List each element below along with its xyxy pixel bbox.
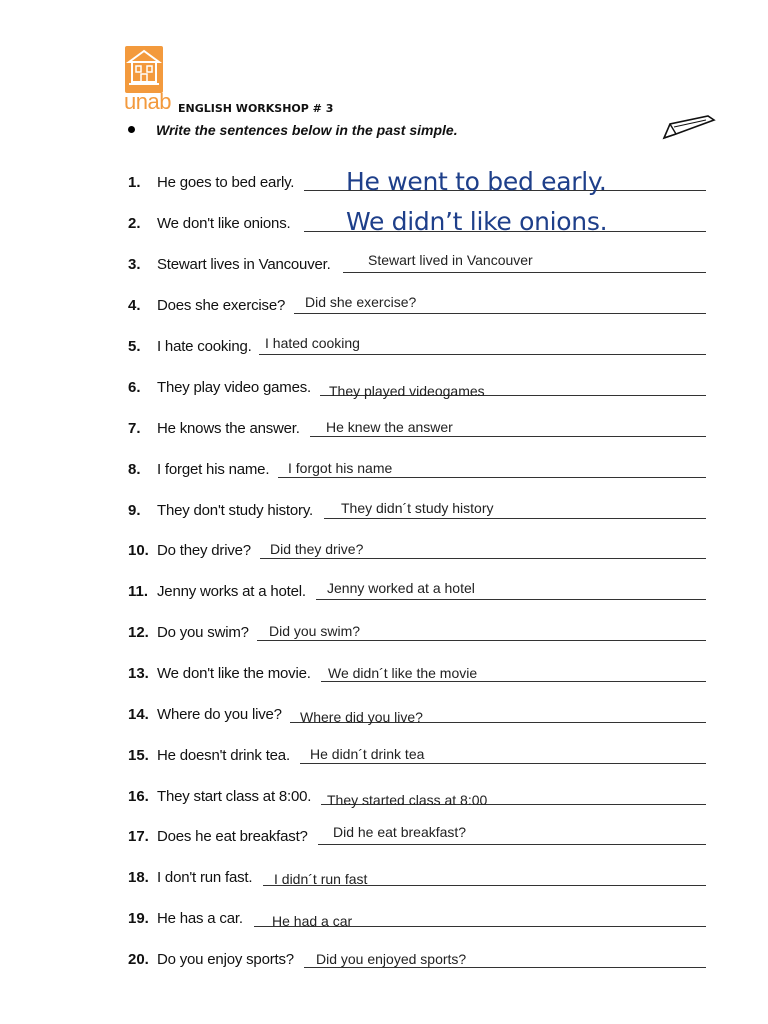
answer-line — [300, 763, 706, 764]
exercise-prompt: Does she exercise? — [157, 297, 286, 314]
answer-line — [257, 640, 706, 641]
exercise-row-2 — [128, 206, 708, 236]
exercise-prompt: He knows the answer. — [157, 420, 300, 437]
answer-field[interactable]: Did you enjoyed sports? — [316, 951, 467, 967]
answer-field[interactable]: Did he eat breakfast? — [333, 824, 467, 840]
exercise-number: 7. — [128, 420, 141, 437]
exercise-number: 20. — [128, 951, 149, 968]
answer-line — [278, 477, 706, 478]
university-logo-icon — [125, 46, 163, 93]
exercise-number: 14. — [128, 706, 149, 723]
answer-field[interactable]: We didn´t like the movie — [328, 665, 478, 681]
answer-field[interactable]: Did they drive? — [270, 541, 364, 557]
answer-field[interactable]: He went to bed early. — [346, 167, 607, 196]
exercise-number: 5. — [128, 338, 141, 355]
exercise-row-18 — [128, 860, 708, 890]
exercise-prompt: He has a car. — [157, 910, 243, 927]
exercise-row-15 — [128, 738, 708, 768]
exercise-prompt: Stewart lives in Vancouver. — [157, 256, 331, 273]
answer-field[interactable]: Where did you live? — [300, 709, 423, 725]
answer-field[interactable]: We didn’t like onions. — [346, 207, 608, 236]
exercise-prompt: I hate cooking. — [157, 338, 252, 355]
answer-line — [318, 844, 706, 845]
answer-line — [259, 354, 706, 355]
exercise-number: 16. — [128, 788, 149, 805]
answer-field[interactable]: He didn´t drink tea — [310, 746, 425, 762]
exercise-row-8 — [128, 452, 708, 482]
exercise-row-1 — [128, 165, 708, 195]
exercise-row-20 — [128, 942, 708, 972]
answer-field[interactable]: They didn´t study history — [341, 500, 494, 516]
exercise-number: 4. — [128, 297, 141, 314]
exercise-prompt: We don't like the movie. — [157, 665, 311, 682]
exercise-row-17 — [128, 819, 708, 849]
answer-line — [294, 313, 706, 314]
exercise-number: 9. — [128, 502, 141, 519]
exercise-prompt: He goes to bed early. — [157, 174, 295, 191]
exercise-number: 10. — [128, 542, 149, 559]
exercise-row-13 — [128, 656, 708, 686]
exercise-number: 13. — [128, 665, 149, 682]
answer-line — [304, 967, 706, 968]
exercise-number: 8. — [128, 461, 141, 478]
answer-line — [260, 558, 706, 559]
answer-line — [310, 436, 706, 437]
workshop-title: ENGLISH WORKSHOP # 3 — [178, 102, 334, 115]
answer-field[interactable]: They played videogames — [329, 383, 485, 399]
logo-text: unab — [124, 89, 171, 114]
answer-line — [321, 681, 706, 682]
exercise-number: 19. — [128, 910, 149, 927]
answer-field[interactable]: Did she exercise? — [305, 294, 417, 310]
exercise-prompt: We don't like onions. — [157, 215, 291, 232]
exercise-prompt: Where do you live? — [157, 706, 282, 723]
answer-line — [324, 518, 706, 519]
exercise-prompt: Jenny works at a hotel. — [157, 583, 306, 600]
answer-field[interactable]: They started class at 8:00 — [327, 792, 488, 808]
exercise-row-4 — [128, 288, 708, 318]
exercise-row-3 — [128, 247, 708, 277]
exercise-row-19 — [128, 901, 708, 931]
answer-field[interactable]: I forgot his name — [288, 460, 393, 476]
exercise-number: 15. — [128, 747, 149, 764]
exercise-row-6 — [128, 370, 708, 400]
answer-field[interactable]: I didn´t run fast — [274, 871, 368, 887]
exercise-row-9 — [128, 493, 708, 523]
answer-field[interactable]: He knew the answer — [326, 419, 453, 435]
answer-field[interactable]: Jenny worked at a hotel — [327, 580, 475, 596]
exercise-row-11 — [128, 574, 708, 604]
pencil-icon — [660, 112, 716, 142]
exercise-prompt: Does he eat breakfast? — [157, 828, 308, 845]
exercise-number: 6. — [128, 379, 141, 396]
exercise-number: 2. — [128, 215, 141, 232]
exercise-row-14 — [128, 697, 708, 727]
exercise-number: 11. — [128, 583, 149, 600]
instruction — [128, 122, 458, 138]
answer-field[interactable]: I hated cooking — [265, 335, 360, 351]
exercise-prompt: I forget his name. — [157, 461, 270, 478]
answer-field[interactable]: Did you swim? — [269, 623, 361, 639]
instruction-text: Write the sentences below in the past simple. — [156, 122, 458, 138]
bullet-dot-icon — [128, 126, 135, 133]
exercise-prompt: Do you enjoy sports? — [157, 951, 294, 968]
exercise-prompt: They don't study history. — [157, 502, 313, 519]
exercise-row-5 — [128, 329, 708, 359]
answer-field[interactable]: He had a car — [272, 913, 353, 929]
exercise-prompt: They play video games. — [157, 379, 312, 396]
exercise-number: 3. — [128, 256, 141, 273]
answer-line — [343, 272, 706, 273]
exercise-prompt: Do you swim? — [157, 624, 249, 641]
exercise-number: 1. — [128, 174, 141, 191]
exercise-row-16 — [128, 779, 708, 809]
exercise-number: 12. — [128, 624, 149, 641]
exercise-prompt: He doesn't drink tea. — [157, 747, 290, 764]
answer-field[interactable]: Stewart lived in Vancouver — [368, 252, 533, 268]
exercise-prompt: I don't run fast. — [157, 869, 253, 886]
exercise-number: 18. — [128, 869, 149, 886]
exercise-row-12 — [128, 615, 708, 645]
exercise-number: 17. — [128, 828, 149, 845]
exercise-row-10 — [128, 533, 708, 563]
exercise-row-7 — [128, 411, 708, 441]
exercise-prompt: They start class at 8:00. — [157, 788, 312, 805]
answer-line — [316, 599, 706, 600]
exercise-prompt: Do they drive? — [157, 542, 251, 559]
